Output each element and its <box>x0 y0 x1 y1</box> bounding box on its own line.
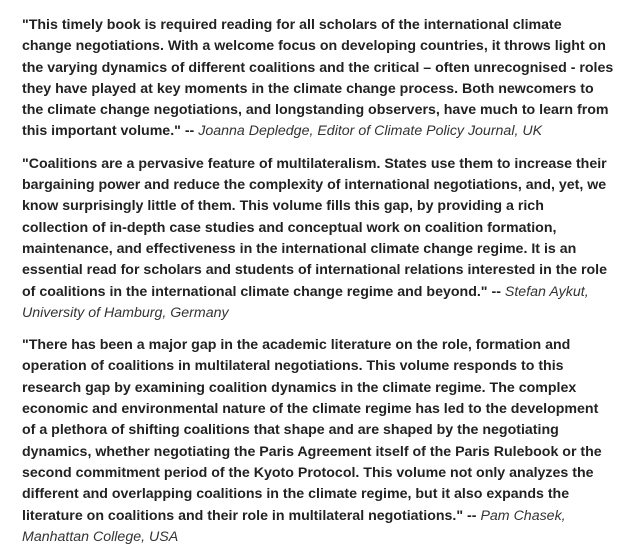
review-quote: "There has been a major gap in the academic literature on the role, formation and operation of coalitions in multilateral negotiations. This volume responds to this research gap by examining coalition dynamics in the climate regime. The complex economic and environmental nature of the climate regime has led to the development of a plethora of shifting coalitions that shape and are shaped by the negotiating dynamics, whether negotiating the Paris Agreement itself of the Paris Rulebook or the second commitment period of the Kyoto Protocol. This volume not only analyzes the different and overlapping coalitions in the climate regime, but it also expands the literature on coalitions and their role in multilateral negotiations." <box>22 337 602 524</box>
review-attribution: Pam Chasek, Manhattan College, USA <box>22 507 566 545</box>
review-attribution: Joanna Depledge, Editor of Climate Policy Journal, UK <box>198 123 543 140</box>
review-quote: "This timely book is required reading for all scholars of the international climate change negotiations. With a welcome focus on developing countries, it throws light on the varying dynamics of different coalitions and the critical – often unrecognised - roles they have played at key moments in the climate change process. Both newcomers to the climate change negotiations, and longstanding observers, have much to learn from this important volume." <box>22 17 614 140</box>
review-attribution: Stefan Aykut, University of Hamburg, Germany <box>22 283 589 321</box>
review-separator: -- <box>184 123 195 140</box>
review-quote: "Coalitions are a pervasive feature of multilateralism. States use them to increase their bargaining power and reduce the complexity of international negotiations, and, yet, we know surprisingly little of them. This volume fills this gap, by providing a rich collection of in-depth case studies and conceptual work on coalition formation, maintenance, and effectiveness in the international climate change regime. It is an essential read for scholars and students of international relations interested in the role of coalitions in the international climate change regime and beyond." <box>22 155 607 300</box>
review-chasek <box>22 335 614 548</box>
review-depledge <box>22 15 614 143</box>
review-separator: -- <box>491 283 501 300</box>
review-separator: -- <box>467 507 477 524</box>
review-aykut <box>22 154 614 324</box>
reviews-section <box>22 15 614 559</box>
